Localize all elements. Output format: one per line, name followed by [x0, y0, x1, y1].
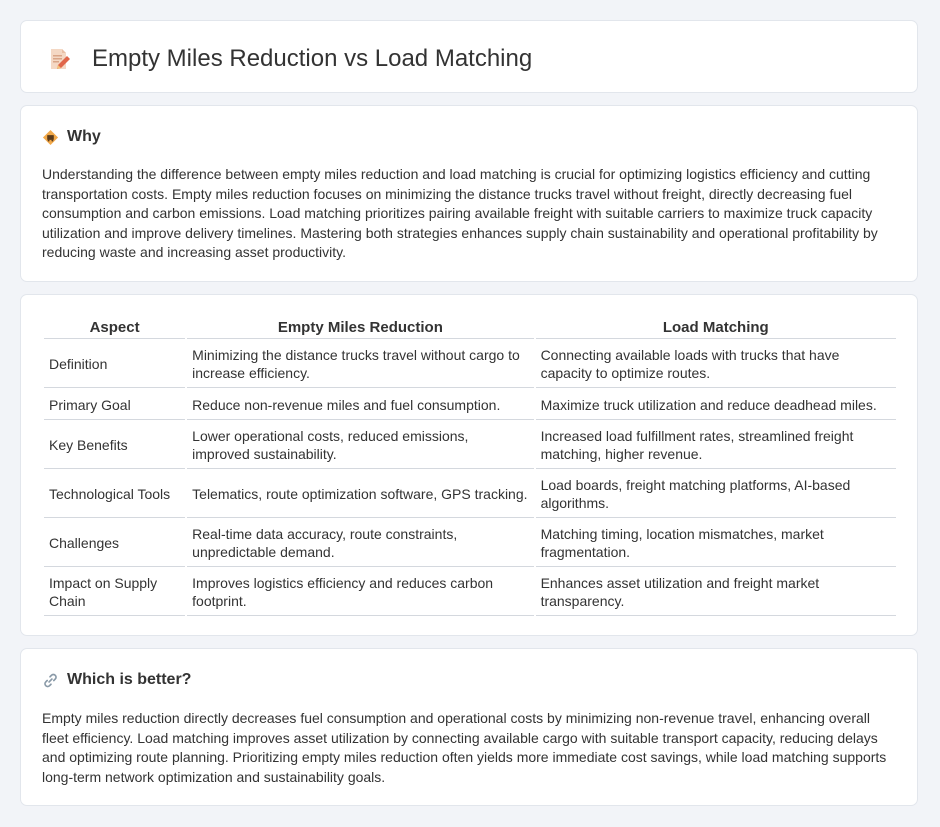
which-better-section: [20, 648, 918, 806]
comparison-table: [42, 316, 898, 618]
aspect-cell: Challenges: [44, 520, 185, 567]
why-paragraph: Understanding the difference between empty miles reduction and load matching is crucial for optimizing logistics efficiency and cutting transportation costs. Empty miles reduction focuses on minimizing the distance trucks travel without freight, directly decreasing fuel consumption and carbon emissions. Load matching prioritizes pairing available freight with suitable carriers to maximize truck capacity utilization and improve delivery timelines. Mastering both strategies enhances supply chain sustainability and operational profitability by reducing waste and increasing asset productivity.: [42, 166, 878, 261]
table-row: [44, 569, 896, 616]
load-matching-cell: Maximize truck utilization and reduce deadhead miles.: [536, 390, 896, 420]
warning-diamond-icon: [42, 129, 59, 146]
better-title: Which is better?: [67, 671, 192, 688]
table-row: [44, 471, 896, 518]
aspect-cell: Key Benefits: [44, 422, 185, 469]
link-icon: [42, 672, 59, 689]
why-title: Why: [67, 128, 101, 145]
aspect-cell: Impact on Supply Chain: [44, 569, 185, 616]
empty-miles-cell: Telematics, route optimization software, GPS tracking.: [187, 471, 533, 518]
table-row: [44, 422, 896, 469]
why-heading: [42, 127, 101, 147]
aspect-cell: Technological Tools: [44, 471, 185, 518]
empty-miles-cell: Real-time data accuracy, route constraints, unpredictable demand.: [187, 520, 533, 567]
header-card: [20, 20, 918, 93]
why-section: [20, 105, 918, 282]
load-matching-cell: Matching timing, location mismatches, market fragmentation.: [536, 520, 896, 567]
load-matching-cell: Load boards, freight matching platforms, AI-based algorithms.: [536, 471, 896, 518]
empty-miles-cell: Improves logistics efficiency and reduces carbon footprint.: [187, 569, 533, 616]
better-paragraph: Empty miles reduction directly decreases fuel consumption and operational costs by minimizing non-revenue travel, enhancing overall fleet efficiency. Load matching improves asset utilization by connecting available cargo with suitable transport capacity, reducing delays and optimizing route planning. Prioritizing empty miles reduction often yields more immediate cost savings, while load matching supports long-term network optimization and sustainability goals.: [42, 710, 887, 785]
load-matching-cell: Increased load fulfillment rates, streamlined freight matching, higher revenue.: [536, 422, 896, 469]
empty-miles-cell: Lower operational costs, reduced emissions, improved sustainability.: [187, 422, 533, 469]
comparison-card: [20, 294, 918, 636]
empty-miles-cell: Reduce non-revenue miles and fuel consumption.: [187, 390, 533, 420]
column-header-load-matching: Load Matching: [536, 318, 896, 339]
table-header-row: [44, 318, 896, 339]
aspect-cell: Primary Goal: [44, 390, 185, 420]
load-matching-cell: Connecting available loads with trucks that have capacity to optimize routes.: [536, 341, 896, 388]
table-row: [44, 341, 896, 388]
aspect-cell: Definition: [44, 341, 185, 388]
column-header-empty-miles: Empty Miles Reduction: [187, 318, 533, 339]
table-row: [44, 520, 896, 567]
document-pencil-icon: [47, 47, 71, 71]
load-matching-cell: Enhances asset utilization and freight market transparency.: [536, 569, 896, 616]
better-heading: [42, 670, 191, 690]
page-title: Empty Miles Reduction vs Load Matching: [92, 45, 533, 72]
column-header-aspect: Aspect: [44, 318, 185, 339]
empty-miles-cell: Minimizing the distance trucks travel without cargo to increase efficiency.: [187, 341, 533, 388]
table-row: [44, 390, 896, 420]
